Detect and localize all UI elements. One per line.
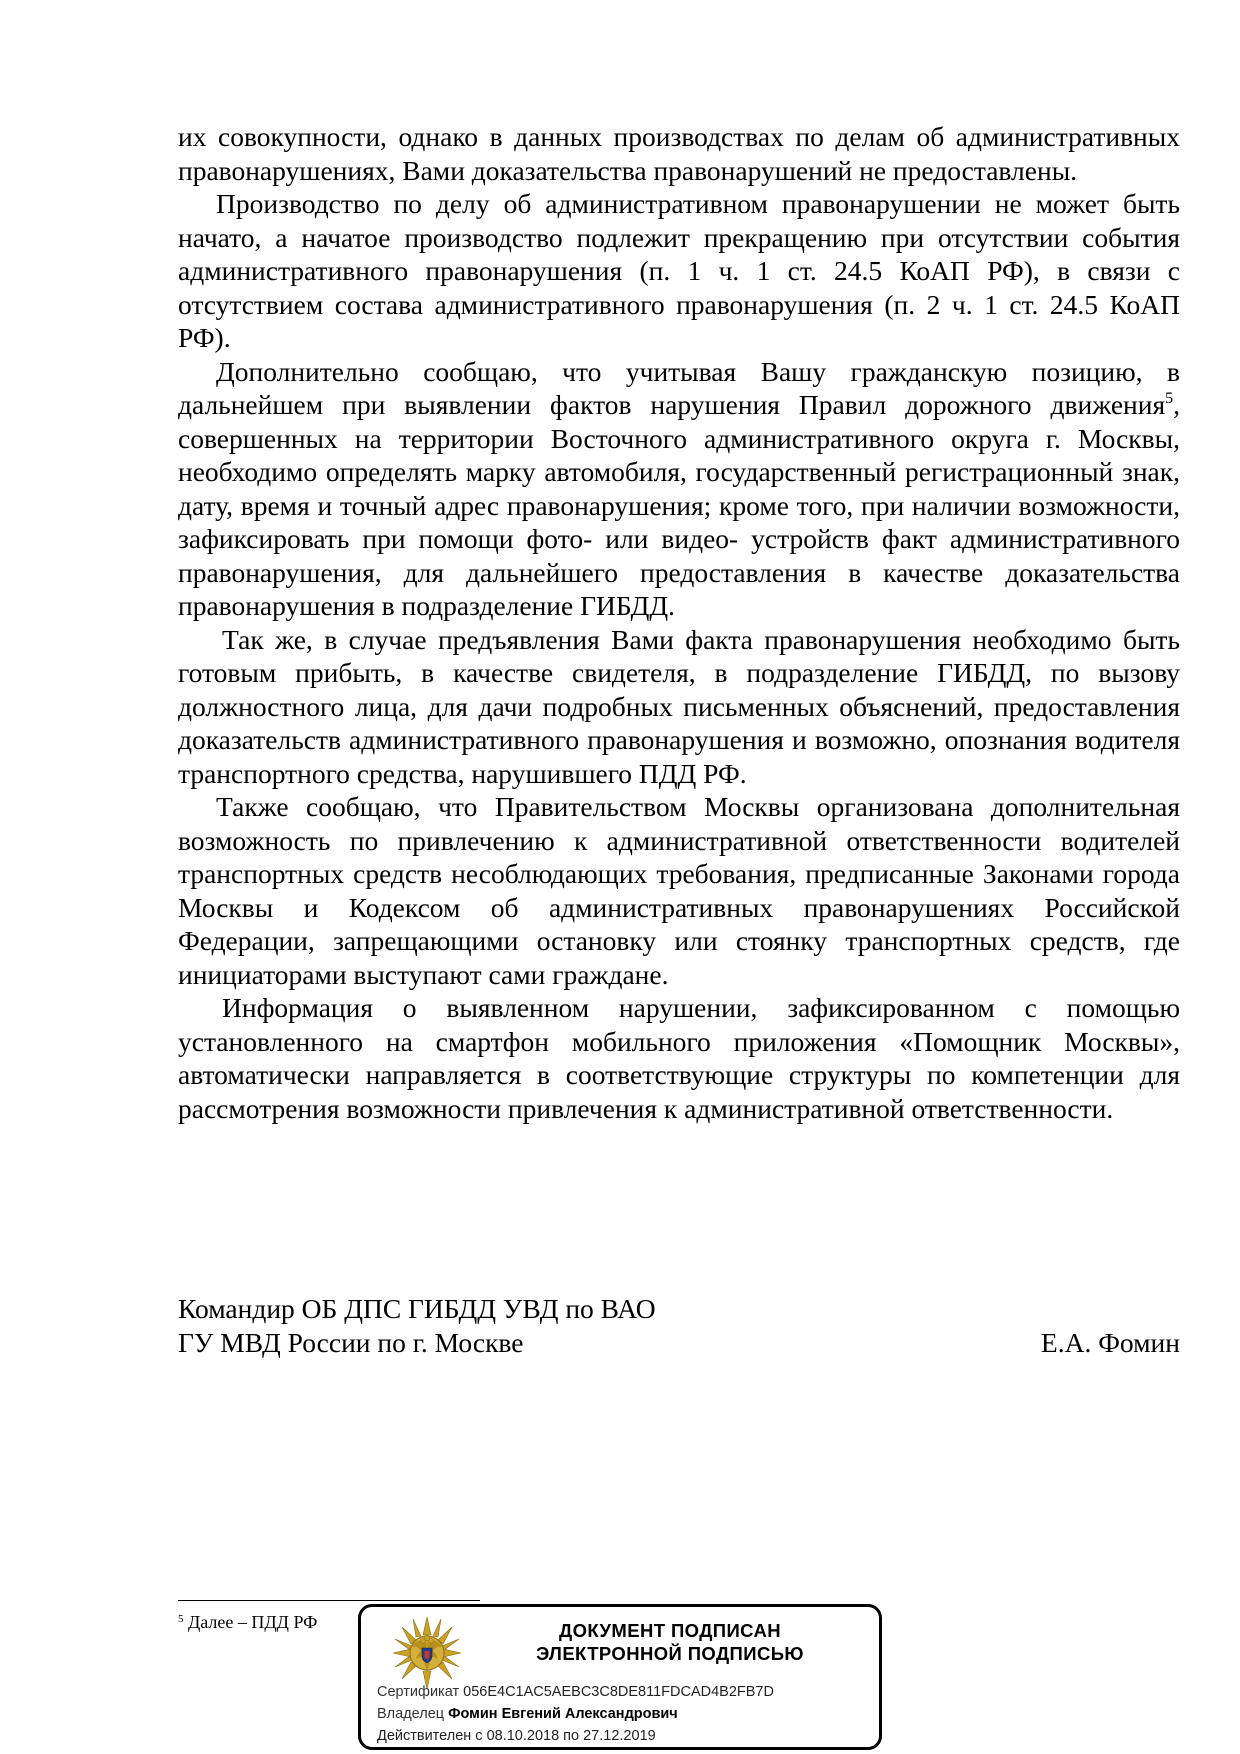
footnote <box>178 1611 317 1633</box>
paragraph-6: Информация о выявленном нарушении, зафиксированном с помощью установленного на смартфон мобильного приложения «Помощник Москвы», автоматически направляется в соответствующие структуры по компетенции для рассмотрения возможности привлечения к административной ответственности. <box>178 992 1180 1124</box>
signatory-position-line-1: Командир ОБ ДПС ГИБДД УВД по ВАО <box>178 1293 656 1324</box>
paragraph-3-start: Дополнительно сообщаю, что учитывая Вашу гражданскую позицию, в дальнейшем при выявлении фактов нарушения Правил дорожного движения <box>178 355 1180 420</box>
letter-body <box>178 120 1180 1125</box>
owner-row <box>377 1705 678 1723</box>
footnote-reference: 5 <box>1165 390 1174 407</box>
stamp-title-line-1: ДОКУМЕНТ ПОДПИСАН <box>558 1620 782 1641</box>
owner-value: Фомин Евгений Александрович <box>448 1706 678 1722</box>
paragraph-3 <box>178 355 1180 623</box>
paragraph-1: их совокупности, однако в данных производствах по делам об административных правонарушениях, Вами доказательства правонарушений не предоставлены. <box>178 121 1180 186</box>
certificate-label: Сертификат <box>377 1684 460 1700</box>
footnote-separator <box>178 1600 480 1601</box>
signatory-position-line-2: ГУ МВД России по г. Москве <box>178 1327 524 1358</box>
paragraph-5: Также сообщаю, что Правительством Москвы организована дополнительная возможность по привлечению к административной ответственности водителей транспортных средств несоблюдающих требования, предписанные Законами города Москвы и Кодексом об административных правонарушениях Российской Федерации, запрещающими остановку или стоянку транспортных средств, где инициаторами выступают сами граждане. <box>178 791 1180 990</box>
signature-block <box>178 1292 1180 1360</box>
certificate-value: 056E4C1AC5AEBC3C8DE811FDCAD4B2FB7D <box>463 1684 774 1700</box>
electronic-signature-stamp <box>358 1604 882 1750</box>
mvd-eagle-emblem-icon <box>391 1615 463 1691</box>
validity-row: Действителен с 08.10.2018 по 27.12.2019 <box>377 1728 656 1744</box>
paragraph-3-end: , совершенных на территории Восточного административного округа г. Москвы, необходимо определять марку автомобиля, государственный регистрационный знак, дату, время и точный адрес правонарушения; кроме того, при наличии возможности, зафиксировать при помощи фото- или видео- устройств факт административного правонарушения, для дальнейшего предоставления в качестве доказательства правонарушения в подразделение ГИБДД. <box>178 389 1180 621</box>
signatory-name: Е.А. Фомин <box>1040 1327 1180 1358</box>
stamp-title-line-2: ЭЛЕКТРОННОЙ ПОДПИСЬЮ <box>536 1643 804 1664</box>
owner-label: Владелец <box>377 1706 445 1722</box>
paragraph-2: Производство по делу об административном правонарушении не может быть начато, а начатое производство подлежит прекращению при отсутствии события административного правонарушения (п. 1 ч. 1 ст. 24.5 КоАП РФ), в связи с отсутствием состава административного правонарушения (п. 2 ч. 1 ст. 24.5 КоАП РФ). <box>178 188 1180 353</box>
certificate-row <box>377 1683 774 1701</box>
paragraph-4: Так же, в случае предъявления Вами факта правонарушения необходимо быть готовым прибыть, в качестве свидетеля, в подразделение ГИБДД, по вызову должностного лица, для дачи подробных письменных объяснений, предоставления доказательств административного правонарушения и возможно, опознания водителя транспортного средства, нарушившего ПДД РФ. <box>178 623 1180 789</box>
footnote-number: 5 <box>178 1613 184 1625</box>
stamp-title <box>471 1619 869 1665</box>
footnote-text: Далее – ПДД РФ <box>183 1612 318 1632</box>
